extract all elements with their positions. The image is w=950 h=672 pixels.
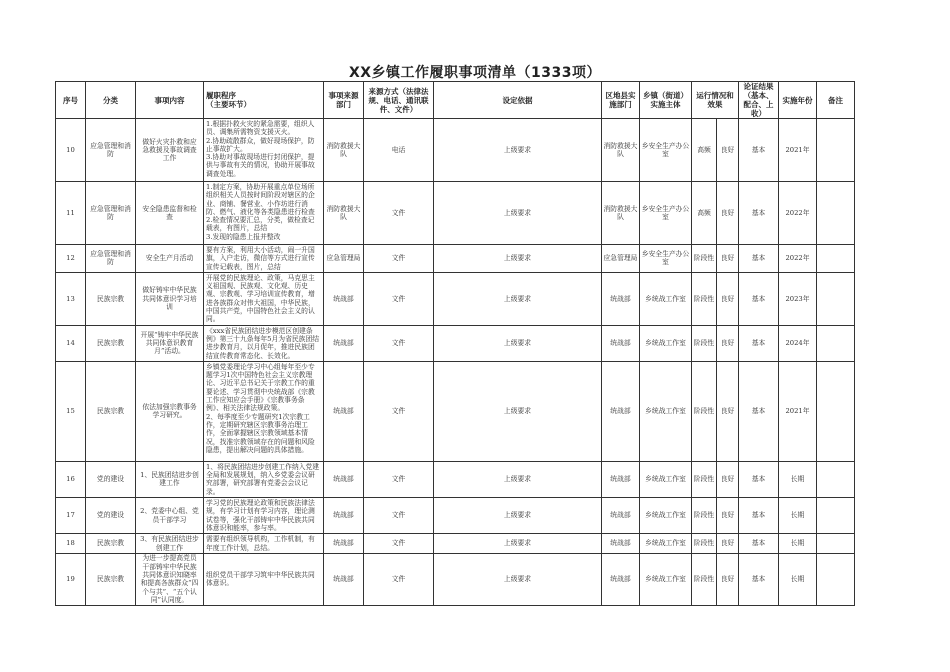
cell-source-method: 文件 — [364, 461, 434, 497]
cell-year: 长期 — [779, 461, 817, 497]
col-conclusion: 论证结果（基本、配合、上收） — [739, 82, 779, 119]
cell-category: 应急管理和消防 — [86, 245, 136, 273]
cell-frequency: 阶段性 — [692, 553, 717, 605]
cell-effect: 良好 — [717, 534, 739, 554]
cell-conclusion: 基本 — [739, 245, 779, 273]
cell-source-method: 文件 — [364, 245, 434, 273]
cell-frequency: 阶段性 — [692, 245, 717, 273]
table-row — [56, 534, 855, 554]
cell-town-subject: 乡统战工作室 — [640, 534, 692, 554]
cell-source-dept: 消防救援大队 — [324, 182, 364, 245]
table-row — [56, 119, 855, 182]
cell-district-dept: 消防救援大队 — [602, 182, 640, 245]
col-operation: 运行情况和效果 — [692, 82, 739, 119]
cell-effect: 良好 — [717, 245, 739, 273]
cell-town-subject: 乡统战工作室 — [640, 498, 692, 534]
cell-procedure: 《xxx省民族团结进步模范区创建条例》第三十九条每年5月为省民族团结进步教育月，以月促年，推进民族团结宣传教育常态化、长效化。 — [204, 325, 324, 361]
cell-effect: 良好 — [717, 182, 739, 245]
col-year: 实施年份 — [779, 82, 817, 119]
cell-district-dept: 统战部 — [602, 325, 640, 361]
col-content: 事项内容 — [136, 82, 204, 119]
cell-content: 为进一步提高党员干部铸牢中华民族共同体意识知晓率和提高各族群众“四个与共”、“五个认同”认同度。 — [136, 553, 204, 605]
cell-year: 2022年 — [779, 182, 817, 245]
duty-table — [55, 81, 855, 606]
cell-remark — [817, 182, 855, 245]
cell-frequency: 阶段性 — [692, 325, 717, 361]
page-title: XX乡镇工作履职事项清单（1333项） — [348, 65, 602, 81]
cell-source-dept: 统战部 — [324, 272, 364, 325]
cell-remark — [817, 119, 855, 182]
cell-basis: 上级要求 — [434, 361, 602, 461]
cell-town-subject: 乡安全生产办公室 — [640, 182, 692, 245]
cell-effect: 良好 — [717, 461, 739, 497]
cell-content: 依法加强宗教事务学习研究。 — [136, 361, 204, 461]
cell-basis: 上级要求 — [434, 182, 602, 245]
table-row — [56, 461, 855, 497]
cell-remark — [817, 361, 855, 461]
table-row — [56, 272, 855, 325]
cell-seq: 11 — [56, 182, 86, 245]
table-row — [56, 553, 855, 605]
cell-district-dept: 应急管理局 — [602, 245, 640, 273]
cell-town-subject: 乡统战工作室 — [640, 361, 692, 461]
cell-district-dept: 统战部 — [602, 498, 640, 534]
cell-content: 3、有民族团结进步创建工作 — [136, 534, 204, 554]
cell-conclusion: 基本 — [739, 325, 779, 361]
cell-category: 民族宗教 — [86, 325, 136, 361]
cell-effect: 良好 — [717, 119, 739, 182]
cell-content: 开展“铸牢中华民族共同体意识教育月”活动。 — [136, 325, 204, 361]
cell-content: 安全生产月活动 — [136, 245, 204, 273]
cell-seq: 17 — [56, 498, 86, 534]
cell-basis: 上级要求 — [434, 498, 602, 534]
cell-remark — [817, 553, 855, 605]
cell-year: 2024年 — [779, 325, 817, 361]
cell-category: 党的建设 — [86, 498, 136, 534]
cell-procedure: 乡镇党委理论学习中心组每年至少专题学习1次中国特色社会主义宗教理论、习近平总书记关于宗教工作的重要论述、学习贯彻中央统战部《宗教工作应知应会手册》《宗教事务条例》、相关法律法规政策。 2、每季度至少专题研究1次宗教工作，定期研究辖区宗教事务治理工作，全面掌握辖区宗教领域基本情况，找准宗教领域存在的问题和风险隐患，提出解决问题的具体措施。 — [204, 361, 324, 461]
cell-basis: 上级要求 — [434, 553, 602, 605]
cell-content: 1、民族团结进步创建工作 — [136, 461, 204, 497]
cell-remark — [817, 461, 855, 497]
cell-basis: 上级要求 — [434, 119, 602, 182]
cell-year: 2023年 — [779, 272, 817, 325]
cell-source-method: 文件 — [364, 272, 434, 325]
cell-district-dept: 统战部 — [602, 534, 640, 554]
header-row — [56, 82, 855, 119]
cell-conclusion: 基本 — [739, 119, 779, 182]
cell-remark — [817, 325, 855, 361]
col-town-subject: 乡镇（街道）实施主体 — [640, 82, 692, 119]
cell-seq: 18 — [56, 534, 86, 554]
cell-year: 2022年 — [779, 245, 817, 273]
cell-year: 2021年 — [779, 119, 817, 182]
cell-source-method: 文件 — [364, 534, 434, 554]
cell-category: 应急管理和消防 — [86, 119, 136, 182]
cell-source-dept: 应急管理局 — [324, 245, 364, 273]
cell-source-method: 文件 — [364, 182, 434, 245]
col-procedure-label: 履职程序 （主要环节） — [206, 91, 251, 109]
cell-category: 民族宗教 — [86, 272, 136, 325]
cell-basis: 上级要求 — [434, 534, 602, 554]
cell-seq: 16 — [56, 461, 86, 497]
cell-content: 做好铸牢中华民族共同体意识学习培训 — [136, 272, 204, 325]
table-row — [56, 182, 855, 245]
cell-seq: 10 — [56, 119, 86, 182]
cell-year: 2021年 — [779, 361, 817, 461]
cell-procedure: 1、将民族团结进步创建工作纳入党建全局和发展规划，纳入乡党委会议研究部署，研究部署有党委会会议记录。 — [204, 461, 324, 497]
cell-seq: 13 — [56, 272, 86, 325]
cell-procedure: 要有方案，利用大小活动，闹一升国旗，入户走访，微信等方式进行宣传宣传记载表，图片，总结 — [204, 245, 324, 273]
cell-conclusion: 基本 — [739, 182, 779, 245]
cell-effect: 良好 — [717, 498, 739, 534]
cell-source-dept: 统战部 — [324, 534, 364, 554]
cell-remark — [817, 272, 855, 325]
cell-effect: 良好 — [717, 272, 739, 325]
cell-procedure: 1.根据扑救火灾的紧急需要，组织人员、调集所需物资支援灭火。 2.协助疏散群众，做好现场保护，防止事故扩大。 3.协助对事故现场进行封闭保护，提供与事故有关的情况，协助开展事故调查处理。 — [204, 119, 324, 182]
col-remark: 备注 — [817, 82, 855, 119]
cell-town-subject: 乡统战工作室 — [640, 272, 692, 325]
cell-town-subject: 乡安全生产办公室 — [640, 245, 692, 273]
cell-source-dept: 统战部 — [324, 325, 364, 361]
cell-procedure: 学习党的民族理论政策和民族法律法规，有学习计划有学习内容，理论测试卷等，强化干部铸牢中华民族共同体意识和能率，参与率。 — [204, 498, 324, 534]
cell-town-subject: 乡统战工作室 — [640, 461, 692, 497]
cell-seq: 14 — [56, 325, 86, 361]
cell-source-method: 文件 — [364, 361, 434, 461]
cell-conclusion: 基本 — [739, 361, 779, 461]
cell-town-subject: 乡统战工作室 — [640, 325, 692, 361]
cell-conclusion: 基本 — [739, 498, 779, 534]
cell-effect: 良好 — [717, 361, 739, 461]
cell-procedure: 需要有组织领导机构，工作机制，有年度工作计划，总结。 — [204, 534, 324, 554]
cell-source-method: 文件 — [364, 498, 434, 534]
cell-district-dept: 统战部 — [602, 461, 640, 497]
cell-frequency: 阶段性 — [692, 461, 717, 497]
cell-remark — [817, 245, 855, 273]
cell-conclusion: 基本 — [739, 272, 779, 325]
cell-remark — [817, 534, 855, 554]
cell-year: 长期 — [779, 553, 817, 605]
cell-conclusion: 基本 — [739, 461, 779, 497]
cell-frequency: 阶段性 — [692, 272, 717, 325]
col-basis: 设定依据 — [434, 82, 602, 119]
cell-content: 2、党委中心组、党员干部学习 — [136, 498, 204, 534]
col-procedure — [204, 82, 324, 119]
table-row — [56, 245, 855, 273]
cell-conclusion: 基本 — [739, 553, 779, 605]
col-source-dept: 事项来源部门 — [324, 82, 364, 119]
cell-basis: 上级要求 — [434, 461, 602, 497]
cell-content: 安全隐患监督和检查 — [136, 182, 204, 245]
table-row — [56, 361, 855, 461]
cell-district-dept: 统战部 — [602, 272, 640, 325]
cell-source-dept: 统战部 — [324, 498, 364, 534]
cell-basis: 上级要求 — [434, 245, 602, 273]
cell-district-dept: 消防救援大队 — [602, 119, 640, 182]
cell-category: 民族宗教 — [86, 361, 136, 461]
cell-basis: 上级要求 — [434, 272, 602, 325]
cell-year: 长期 — [779, 498, 817, 534]
cell-remark — [817, 498, 855, 534]
cell-procedure: 开展党的民族理论、政策，马克思主义祖国观、民族观、文化观、历史观、宗教观、学习培训宣传教育，增进各族群众对伟大祖国，中华民族，中国共产党，中国特色社会主义的认同。 — [204, 272, 324, 325]
cell-frequency: 阶段性 — [692, 534, 717, 554]
cell-conclusion: 基本 — [739, 534, 779, 554]
cell-category: 党的建设 — [86, 461, 136, 497]
table-row — [56, 325, 855, 361]
cell-frequency: 高频 — [692, 182, 717, 245]
cell-effect: 良好 — [717, 325, 739, 361]
cell-district-dept: 统战部 — [602, 553, 640, 605]
cell-source-method: 文件 — [364, 325, 434, 361]
cell-seq: 19 — [56, 553, 86, 605]
cell-content: 做好火灾扑救和应急救援及事故调查工作 — [136, 119, 204, 182]
cell-category: 民族宗教 — [86, 534, 136, 554]
cell-frequency: 阶段性 — [692, 361, 717, 461]
cell-seq: 15 — [56, 361, 86, 461]
cell-procedure: 组织党员干部学习筑牢中华民族共同体意识。 — [204, 553, 324, 605]
col-category: 分类 — [86, 82, 136, 119]
cell-seq: 12 — [56, 245, 86, 273]
table-row — [56, 498, 855, 534]
cell-source-dept: 消防救援大队 — [324, 119, 364, 182]
cell-frequency: 阶段性 — [692, 498, 717, 534]
cell-source-method: 电话 — [364, 119, 434, 182]
col-district-dept: 区地县实施部门 — [602, 82, 640, 119]
cell-category: 应急管理和消防 — [86, 182, 136, 245]
cell-procedure: 1.制定方案，协助开展重点单位场所组织相关人员按时间阶段对辖区的企业、商铺、餐营业、小作坊进行消防、燃气、液化等各类隐患进行检查 2.检查情况要汇总，分类，做检查记载表，有图片，总结 3.发现的隐患上报并整改 — [204, 182, 324, 245]
cell-category: 民族宗教 — [86, 553, 136, 605]
cell-town-subject: 乡统战工作室 — [640, 553, 692, 605]
cell-effect: 良好 — [717, 553, 739, 605]
cell-district-dept: 统战部 — [602, 361, 640, 461]
cell-source-dept: 统战部 — [324, 461, 364, 497]
cell-source-dept: 统战部 — [324, 361, 364, 461]
cell-source-dept: 统战部 — [324, 553, 364, 605]
cell-frequency: 高频 — [692, 119, 717, 182]
cell-year: 长期 — [779, 534, 817, 554]
cell-source-method: 文件 — [364, 553, 434, 605]
cell-basis: 上级要求 — [434, 325, 602, 361]
cell-town-subject: 乡安全生产办公室 — [640, 119, 692, 182]
col-source-method: 来源方式（法律法规、电话、通讯联件、文件） — [364, 82, 434, 119]
col-seq: 序号 — [56, 82, 86, 119]
